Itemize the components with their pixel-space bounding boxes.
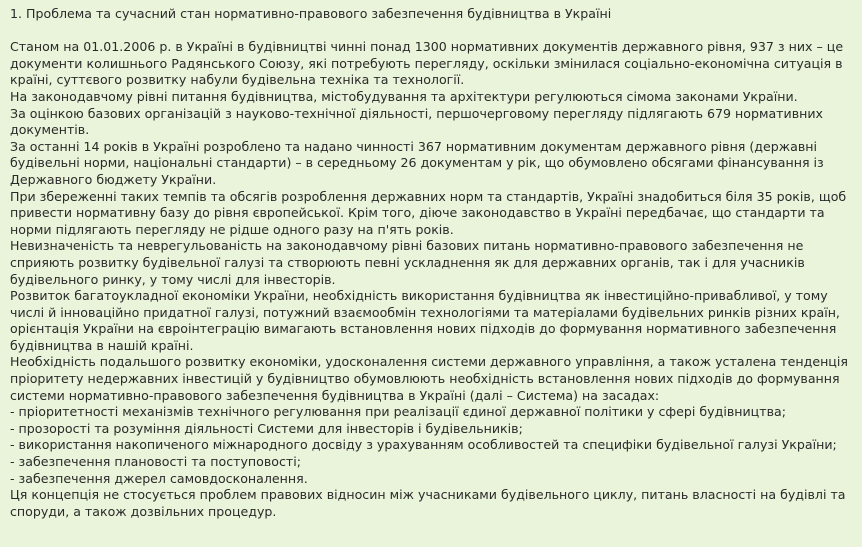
paragraph-documents-status: Станом на 01.01.2006 р. в Україні в будівництві чинні понад 1300 нормативних документів державного рівня, 937 з них – це документи колишнього Радянського Союзу, які потребують перегляду, оскільки змінилася соціально-економічна ситуація в країні, суттєвого розвитку набули будівельна техніка та технології. bbox=[10, 39, 844, 88]
list-item-planning: - забезпечення плановості та поступовості; bbox=[10, 454, 301, 470]
paragraph-scope: Ця концепція не стосується проблем правових відносин між учасниками будівельного циклу, питань власності на будівлі та споруди, а також дозвільних процедур. bbox=[10, 487, 846, 519]
list-item-transparency: - прозорості та розуміння діяльності Системи для інвесторів і будівельників; bbox=[10, 420, 523, 436]
paragraph-economy-development: Розвиток багатоукладної економіки України, необхідність використання будівництва як інвестиційно-привабливої, у тому числі й інноваційно придатної галузі, потужний взаємообмін технологіями та матеріалами будівельних ринків різних країн, орієнтація України на євроінтеграцію вимагають встановлення нових підходів до формування нормативного забезпечення будівництва в нашій країні. bbox=[10, 288, 840, 353]
paragraph-principles-intro: Необхідність подальшого розвитку економіки, удосконалення системи державного управління, а також усталена тенденція пріоритету недержавних інвестицій у будівництво обумовлюють необхідність встановлення нових підходів до формування системи нормативно-правового забезпечення будівництва в Україні (далі – Система) на засадах: bbox=[10, 354, 848, 403]
paragraph-pace: При збереженні таких темпів та обсягів розроблення державних норм та стандартів, Україні знадобиться біля 35 років, щоб привести нормативну базу до рівня європейської. Крім того, діюче законодавство в Україні передбачає, що стандарти та норми підлягають перегляду не рідше одного разу на п'ять років. bbox=[10, 188, 847, 237]
article-title: 1. Проблема та сучасний стан нормативно-правового забезпечення будівництва в Україні bbox=[10, 6, 612, 21]
paragraph-uncertainty: Невизначеність та неврегульованість на законодавчому рівні базових питань нормативно-правового забезпечення не сприяють розвитку будівельної галузі та створюють певні ускладнення як для державних органів, так і для учасників будівельного ринку, у тому числі для інвесторів. bbox=[10, 238, 805, 287]
paragraph-priority-review: За оцінкою базових організацій з науково-технічної діяльності, першочерговому перегляду підлягають 679 нормативних документів. bbox=[10, 105, 823, 138]
list-item-self-improvement: - забезпечення джерел самовдосконалення. bbox=[10, 470, 308, 486]
article-body bbox=[10, 39, 852, 520]
list-item-priority: - пріоритетності механізмів технічного регулювання при реалізації єдиної державної політики у сфері будівництва; bbox=[10, 404, 786, 420]
paragraph-laws: На законодавчому рівні питання будівництва, містобудування та архітектури регулюються сімома законами України. bbox=[10, 88, 798, 104]
list-item-international-experience: - використання накопиченого міжнародного досвіду з урахуванням особливостей та специфіки будівельної галузі України; bbox=[10, 437, 837, 453]
paragraph-developed-documents: За останні 14 років в Україні розроблено та надано чинності 367 нормативним документам державного рівня (державні будівельні норми, національні стандарти) – в середньому 26 документам у рік, що обумовлено обсягами фінансування із Державного бюджету України. bbox=[10, 138, 824, 187]
title-spacer bbox=[10, 23, 852, 40]
